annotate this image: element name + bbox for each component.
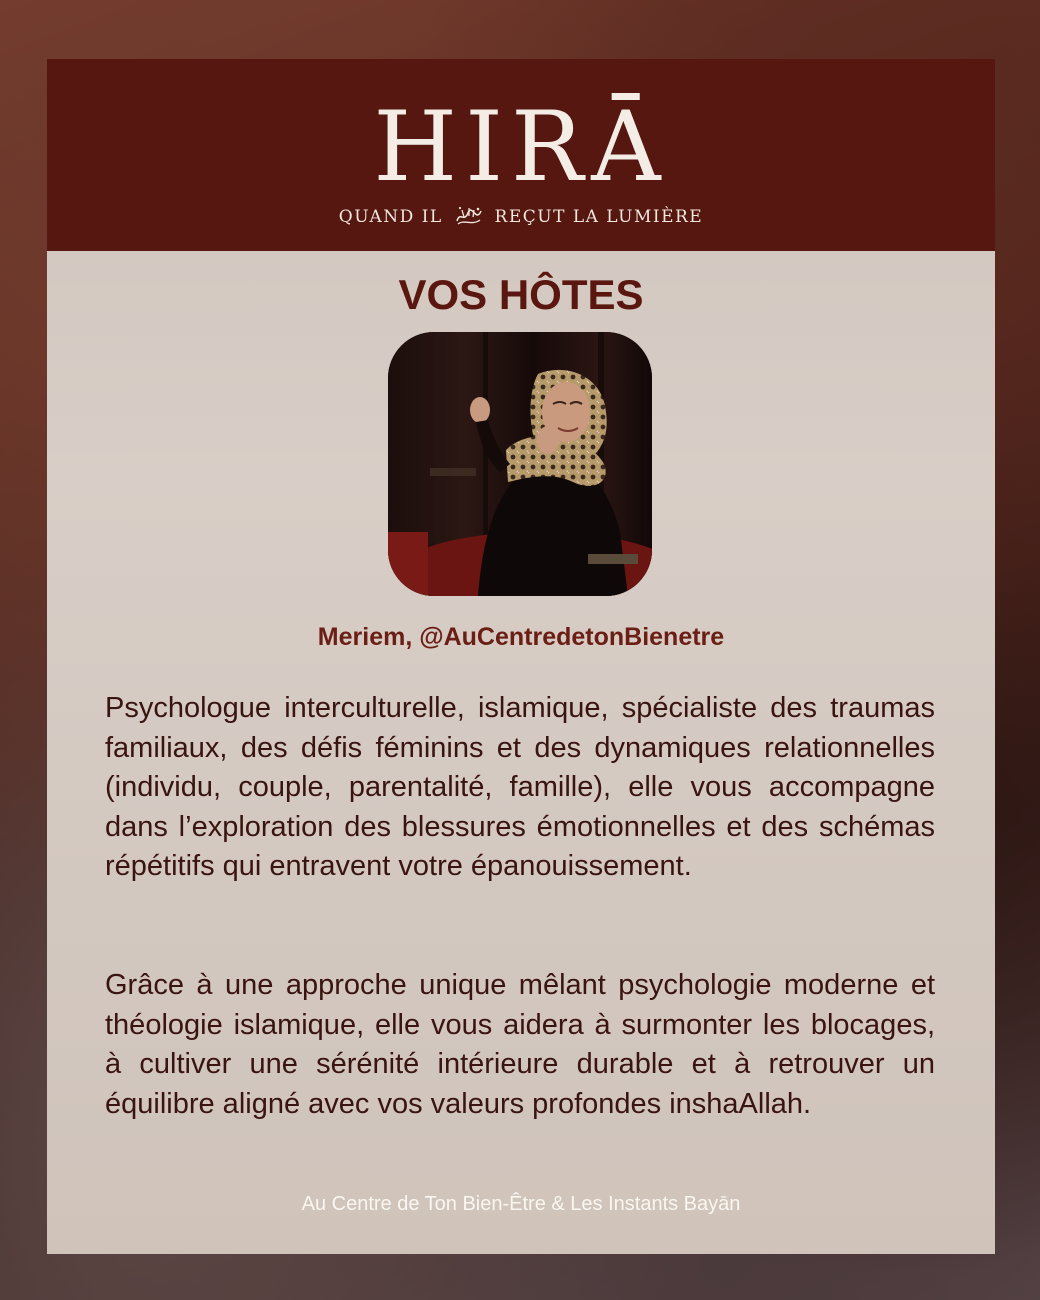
calligraphy-seal-icon: [454, 205, 484, 227]
host-portrait-image: [388, 332, 652, 596]
tagline-part-2: REÇUT LA LUMIÈRE: [494, 207, 704, 227]
brand-logo: HIRĀ: [373, 91, 669, 203]
footer-credit: Au Centre de Ton Bien-Être & Les Instants Bayān: [301, 1193, 741, 1215]
description-paragraph-1: Psychologue interculturelle, islamique, spécialiste des traumas familiaux, des défis féminins et des dynamiques relationnelles (individu, couple, parentalité, famille), elle vous accompagne dans l’exploration des blessures émotionnelles et des schémas répétitifs qui entravent votre épanouissement.: [105, 692, 935, 883]
header-banner: [47, 59, 995, 251]
description-paragraph-2: Grâce à une approche unique mêlant psychologie moderne et théologie islamique, elle vous aidera à surmonter les blocages, à cultiver une sérénité intérieure durable et à retrouver un équilibre aligné avec vos valeurs profondes inshaAllah.: [105, 969, 935, 1120]
host-name: Meriem, @AuCentredetonBienetre: [317, 623, 725, 651]
tagline-part-1: QUAND IL: [338, 207, 443, 227]
section-title: VOS HÔTES: [398, 271, 644, 318]
info-card: [47, 59, 995, 1254]
portrait-illustration: [388, 332, 652, 596]
tagline: [47, 205, 995, 229]
